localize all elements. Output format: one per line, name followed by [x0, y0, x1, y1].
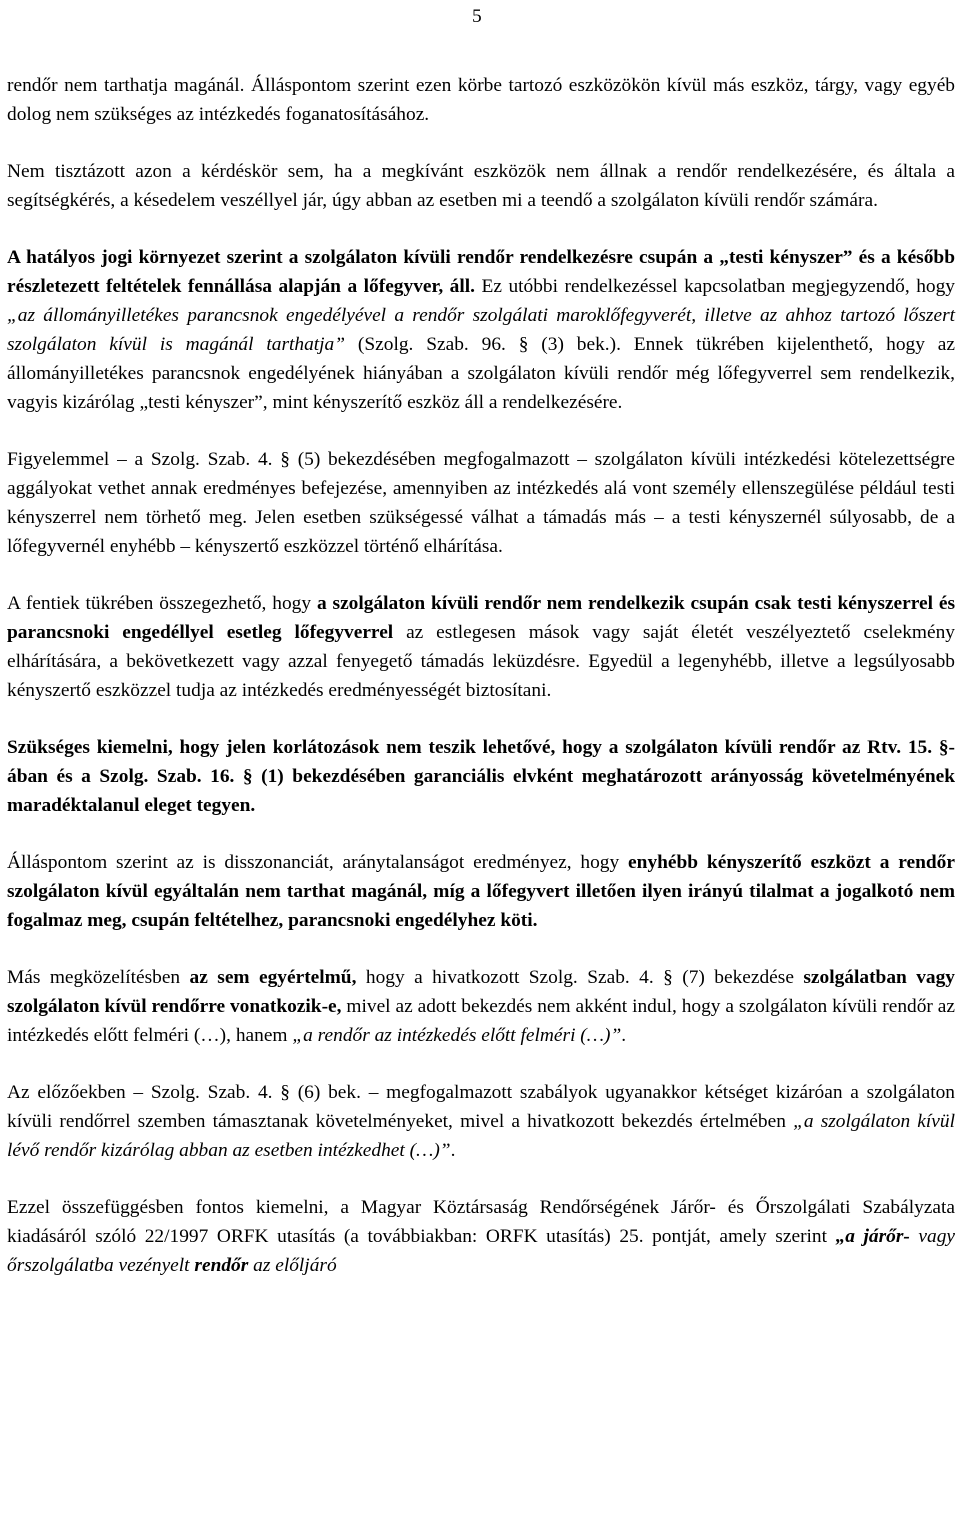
paragraph-1: [7, 71, 955, 129]
paragraph-text: Nem tisztázott azon a kérdéskör sem, ha a megkívánt eszközök nem állnak a rendőr rendelkezésére, és általa a segítségkérés, a késedelem veszéllyel jár, úgy abban az esetben mi a teendő a szolgálaton kívüli rendőr számára.: [7, 161, 955, 211]
bold-text: szolgálatban vagy szolgálaton kívül rendőrre vonatkozik-e,: [7, 967, 956, 1017]
paragraph-text: (Szolg. Szab. 96. § (3) bek.). Ennek tükrében kijelenthető, hogy az állományilletékes parancsnok engedélyének hiányában a szolgálaton kívüli rendőr még lőfegyverrel sem rendelkezik, vagyis kizárólag „testi kényszer”, mint kényszerítő eszköz áll a rendelkezésére.: [7, 334, 955, 413]
paragraph-text: Ezzel összefüggésben fontos kiemelni, a Magyar Köztársaság Rendőrségének Járőr- és Őrszolgálati Szabályzata kiadásáról szóló 22/1997 ORFK utasítás (a továbbiakban: ORFK utasítás) 25. pontját, amely szerint: [7, 1197, 955, 1247]
paragraph-text: mivel az adott bekezdés nem akként indul, hogy a szolgálaton kívüli rendőr az intézkedés előtt felméri (…), hanem: [7, 996, 956, 1046]
bold-italic-quote: „a járőr-: [835, 1226, 910, 1247]
paragraph-4: [7, 445, 955, 561]
bold-italic-text: rendőr: [194, 1255, 249, 1276]
paragraph-5: [7, 589, 955, 705]
page-number: 5: [472, 6, 482, 27]
bold-text: enyhébb kényszerítő eszközt a rendőr szolgálaton kívül egyáltalán nem tarthat magánál, míg a lőfegyvert illetően ilyen irányú tilalmat a jogalkotó nem fogalmaz meg, csupán feltételhez, parancsnoki engedélyhez köti.: [7, 852, 955, 931]
italic-quote: az előljáró: [248, 1255, 337, 1276]
paragraph-text: Az előzőekben – Szolg. Szab. 4. § (6) bek. – megfogalmazott szabályok ugyanakkor kétséget kizáróan a szolgálaton kívüli rendőrrel szemben támasztanak követelményeket, mivel a hivatkozott bekezdés értelmében: [7, 1082, 955, 1132]
paragraph-7: [7, 848, 955, 935]
italic-quote: „a szolgálaton kívül lévő rendőr kizárólag abban az esetben intézkedhet (…)”: [7, 1111, 955, 1161]
document-body: [7, 71, 955, 1280]
paragraph-text: Ez utóbbi rendelkezéssel kapcsolatban megjegyzendő, hogy: [475, 276, 955, 297]
paragraph-2: [7, 157, 955, 215]
paragraph-3: [7, 243, 955, 417]
paragraph-text: A fentiek tükrében összegezhető, hogy: [7, 593, 317, 614]
bold-text: Szükséges kiemelni, hogy jelen korlátozások nem teszik lehetővé, hogy a szolgálaton kívüli rendőr az Rtv. 15. §-ában és a Szolg. Szab. 16. § (1) bekezdésében garanciális elvként meghatározott arányosság követelményének maradéktalanul eleget tegyen.: [7, 737, 955, 816]
paragraph-text: rendőr nem tarthatja magánál. Álláspontom szerint ezen körbe tartozó eszközökön kívül más eszköz, tárgy, vagy egyéb dolog nem szükséges az intézkedés foganatosításához.: [7, 75, 955, 125]
paragraph-6: [7, 733, 955, 820]
paragraph-text: Figyelemmel – a Szolg. Szab. 4. § (5) bekezdésében megfogalmazott – szolgálaton kívüli intézkedési kötelezettségre aggályokat vethet annak eredményes befejezése, amennyiben az intézkedés alá vont személy ellenszegülése például testi kényszerrel nem törhető meg. Jelen esetben szükségessé válhat a támadás más – a testi kényszernél súlyosabb, de a lőfegyvernél enyhébb – kényszertő eszközzel történő elhárítása.: [7, 449, 955, 557]
paragraph-10: [7, 1193, 955, 1280]
paragraph-8: [7, 963, 955, 1050]
paragraph-text: Álláspontom szerint az is disszonanciát, aránytalanságot eredményez, hogy: [7, 852, 629, 873]
paragraph-9: [7, 1078, 955, 1165]
paragraph-text: hogy a hivatkozott Szolg. Szab. 4. § (7) bekezdése: [356, 967, 804, 988]
italic-quote: vagy őrszolgálatba vezényelt: [7, 1226, 956, 1276]
paragraph-text: Más megközelítésben: [7, 967, 190, 988]
paragraph-text: .: [450, 1140, 456, 1161]
italic-quote: „az állományilletékes parancsnok engedélyével a rendőr szolgálati maroklőfegyverét, illetve az ahhoz tartozó lőszert szolgálaton kívül is magánál tarthatja”: [7, 305, 955, 355]
bold-text: A hatályos jogi környezet szerint a szolgálaton kívüli rendőr rendelkezésre csupán a „testi kényszer” és a később részletezett feltételek fennállása alapján a lőfegyver, áll.: [7, 247, 955, 297]
paragraph-text: .: [621, 1025, 627, 1046]
bold-text: a szolgálaton kívüli rendőr nem rendelkezik csupán csak testi kényszerrel és parancsnoki engedéllyel esetleg lőfegyverrel: [7, 593, 955, 643]
bold-text: az sem egyértelmű,: [189, 967, 357, 988]
italic-quote: „a rendőr az intézkedés előtt felméri (…)”: [292, 1025, 622, 1046]
paragraph-text: az estlegesen mások vagy saját életét veszélyeztető cselekmény elhárítására, a bekövetkezett vagy azzal fenyegető támadás leküzdésre. Egyedül a legenyhébb, illetve a legsúlyosabb kényszertő eszközzel tudja az intézkedés eredményességét biztosítani.: [7, 622, 955, 701]
